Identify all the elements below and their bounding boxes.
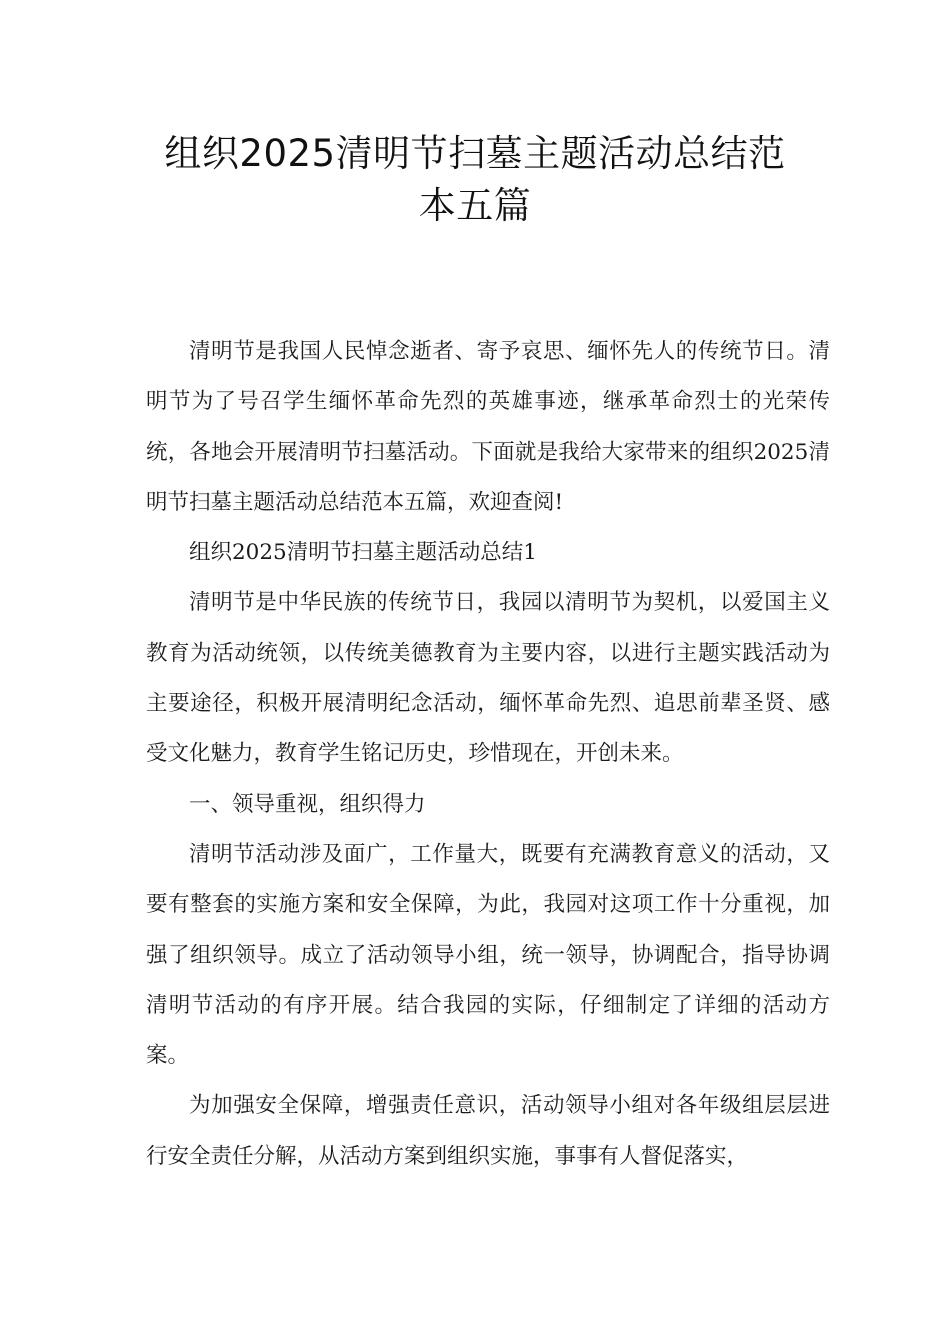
subheading-leadership: 一、领导重视，组织得力 [189, 791, 426, 817]
body-paragraph: 为加强安全保障，增强责任意识，活动领导小组对各年级组层层进行安全责任分解，从活动方案到组织实施，事事有人督促落实， [146, 1093, 830, 1169]
document-title [120, 128, 830, 232]
section-heading-summary-1: 组织2025清明节扫墓主题活动总结1 [189, 540, 537, 566]
document-body [146, 327, 830, 1182]
intro-paragraph: 清明节是我国人民悼念逝者、寄予哀思、缅怀先人的传统节日。清明节为了号召学生缅怀革命先烈的英雄事迹，继承革命烈士的光荣传统，各地会开展清明节扫墓活动。下面就是我给大家带来的组织2025清明节扫墓主题活动总结范本五篇，欢迎查阅! [146, 339, 830, 515]
title-line-1: 组织2025清明节扫墓主题活动总结范 [164, 132, 786, 175]
title-line-2: 本五篇 [418, 184, 532, 227]
body-paragraph: 清明节是中华民族的传统节日，我园以清明节为契机，以爱国主义教育为活动统领，以传统美德教育为主要内容，以进行主题实践活动为主要途径，积极开展清明纪念活动，缅怀革命先烈、追思前辈圣贤、感受文化魅力，教育学生铭记历史，珍惜现在，开创未来。 [146, 590, 830, 767]
body-paragraph: 清明节活动涉及面广，工作量大，既要有充满教育意义的活动，又要有整套的实施方案和安全保障，为此，我园对这项工作十分重视，加强了组织领导。成立了活动领导小组，统一领导，协调配合，指导协调清明节活动的有序开展。结合我园的实际，仔细制定了详细的活动方案。 [146, 841, 830, 1069]
